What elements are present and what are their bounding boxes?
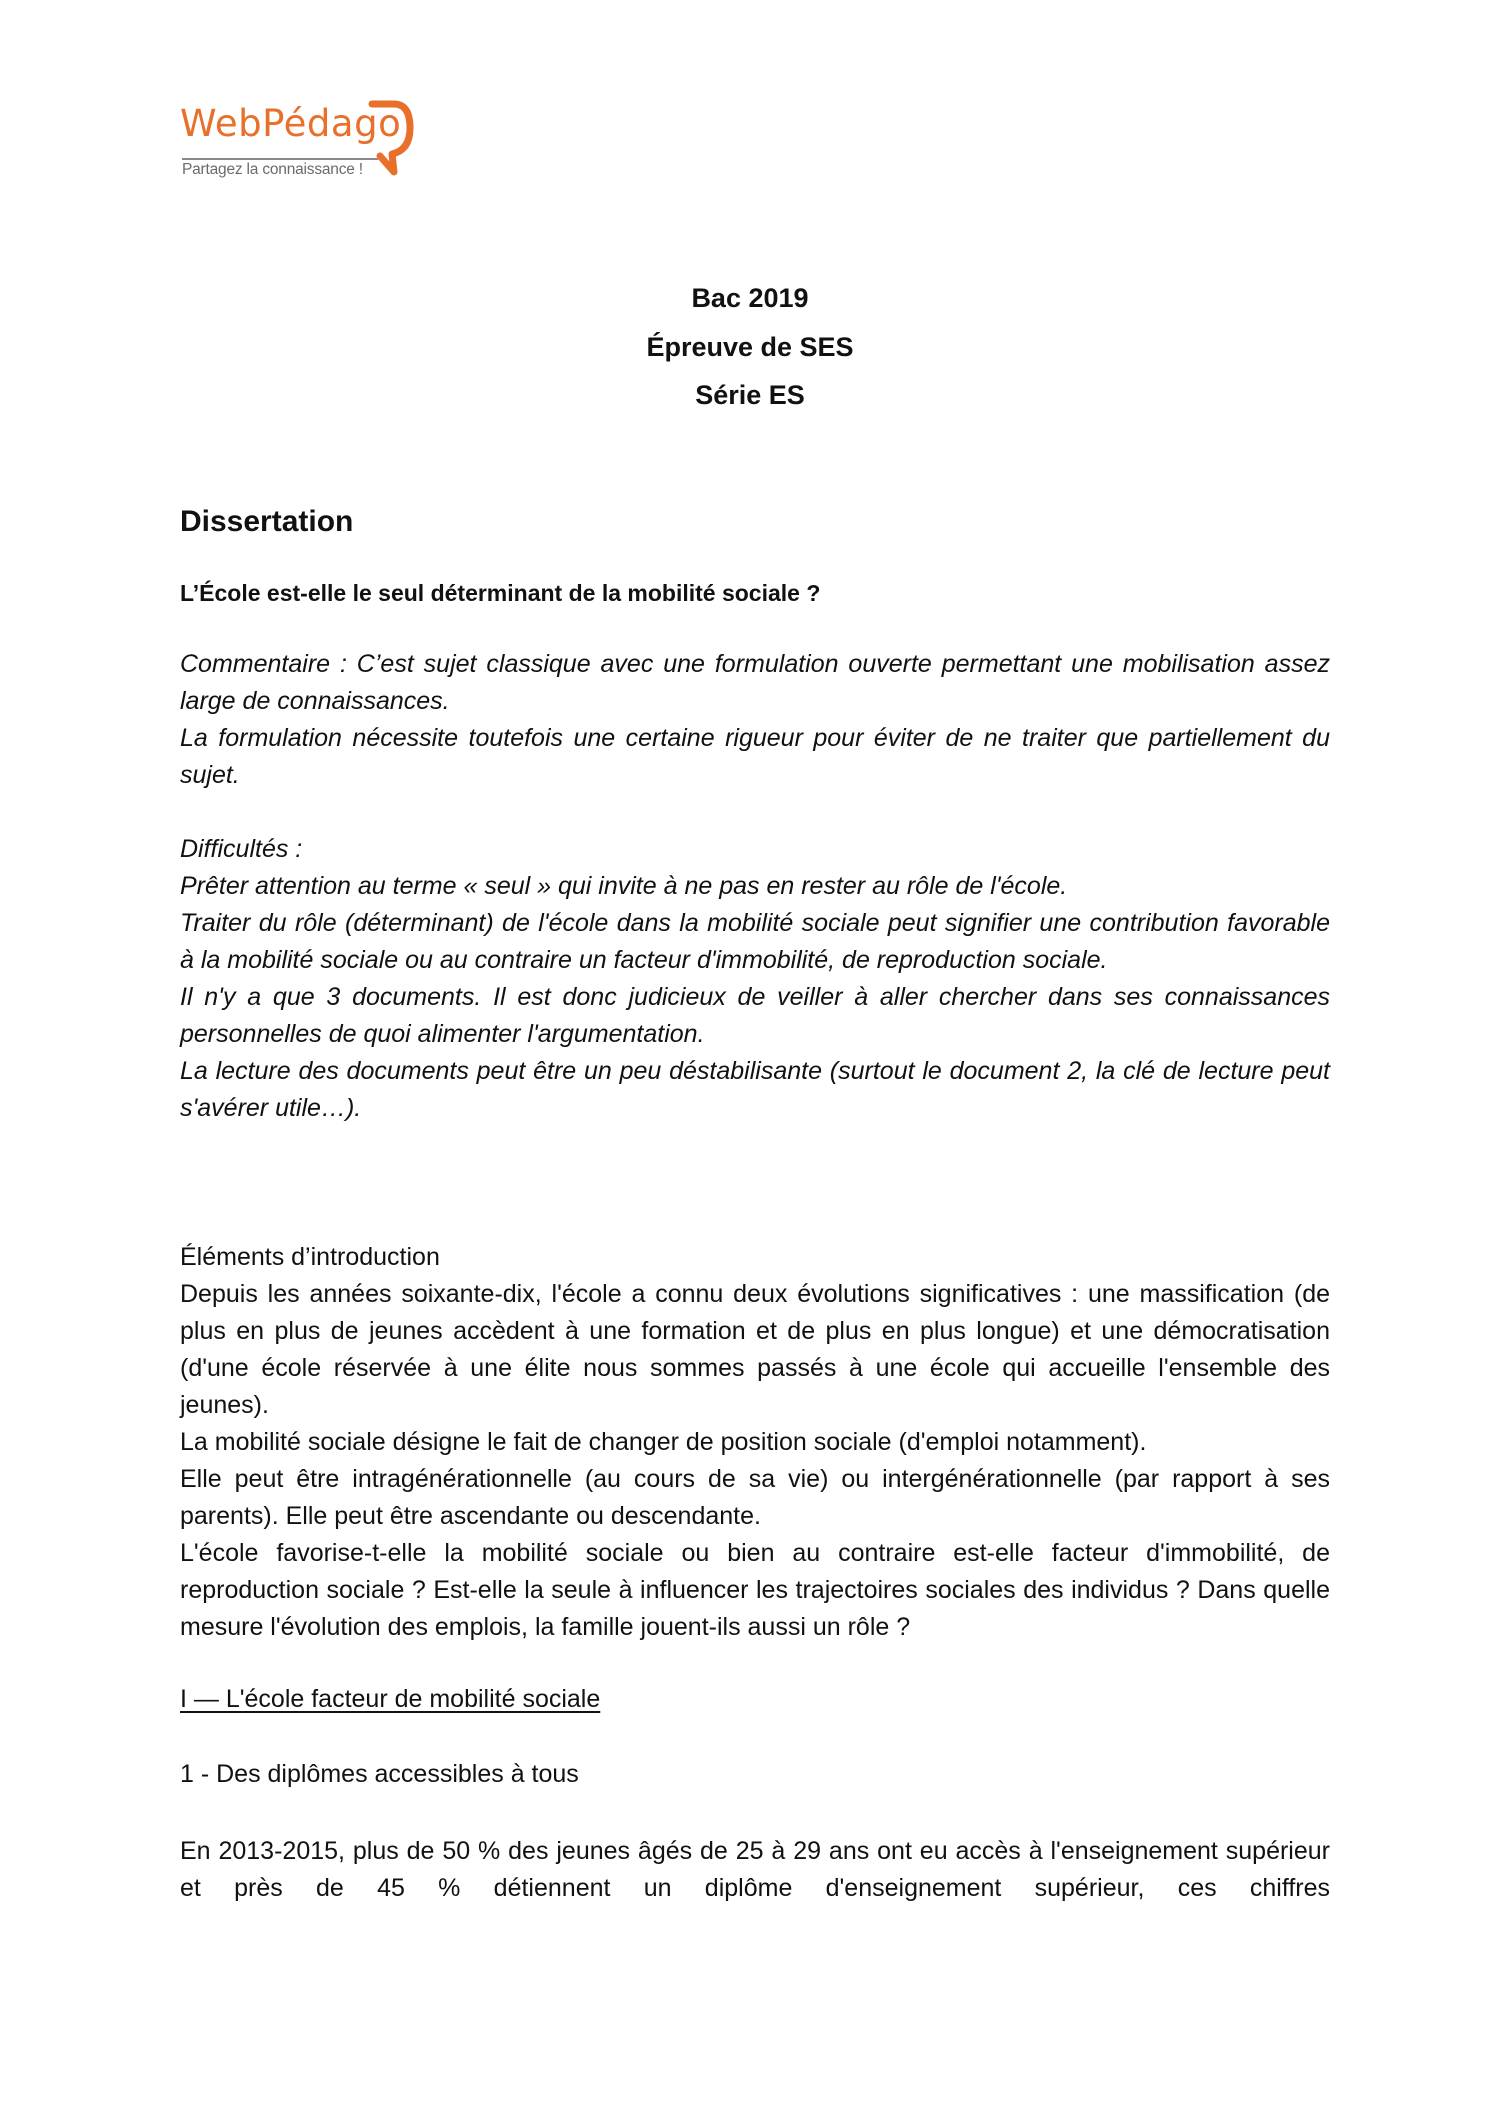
difficultes-paragraph: Prêter attention au terme « seul » qui invite à ne pas en rester au rôle de l'école. (180, 872, 1068, 900)
exam-subject: Épreuve de SES (646, 332, 854, 362)
difficultes-label: Difficultés : (180, 835, 303, 863)
introduction-paragraph: La mobilité sociale désigne le fait de changer de position sociale (d'emploi notamment). (180, 1428, 1147, 1456)
logo-divider (182, 158, 378, 160)
part-one-title: I — L'école facteur de mobilité sociale (180, 1685, 601, 1713)
introduction-paragraph: Elle peut être intragénérationnelle (au cours de sa vie) ou intergénérationnelle (par rapport à ses parents). Elle peut être ascendante ou descendante. (180, 1465, 1330, 1530)
dissertation-question: L’École est-elle le seul déterminant de la mobilité sociale ? (180, 580, 821, 606)
commentaire-paragraph: Commentaire : C’est sujet classique avec une formulation ouverte permettant une mobilisation assez large de connaissances. (180, 650, 1330, 715)
introduction-paragraph: L'école favorise-t-elle la mobilité sociale ou bien au contraire est-elle facteur d'immobilité, de reproduction sociale ? Est-elle la seule à influencer les trajectoires sociales des individus ? Dans quelle mesure l'évolution des emplois, la famille jouent-ils aussi un rôle ? (180, 1539, 1330, 1641)
part-one-body (180, 1833, 1330, 1907)
commentaire-block (180, 646, 1330, 794)
speech-bubble-icon (368, 98, 418, 188)
exam-series: Série ES (695, 380, 805, 410)
difficultes-paragraph: Il n'y a que 3 documents. Il est donc judicieux de veiller à aller chercher dans ses connaissances personnelles de quoi alimenter l'argumentation. (180, 983, 1330, 1048)
exam-year: Bac 2019 (691, 283, 809, 313)
commentaire-paragraph: La formulation nécessite toutefois une certaine rigueur pour éviter de ne traiter que partiellement du sujet. (180, 724, 1330, 789)
section-heading-dissertation: Dissertation (180, 505, 354, 538)
difficultes-paragraph: Traiter du rôle (déterminant) de l'école dans la mobilité sociale peut signifier une contribution favorable à la mobilité sociale ou au contraire un facteur d'immobilité, de reproduction sociale. (180, 909, 1330, 974)
logo-brand: WebPédago (180, 102, 402, 145)
webpedago-logo (180, 98, 420, 188)
logo-tagline: Partagez la connaissance ! (182, 161, 363, 178)
difficultes-block (180, 831, 1330, 1127)
introduction-label: Éléments d’introduction (180, 1243, 440, 1271)
part-one-paragraph: En 2013-2015, plus de 50 % des jeunes âgés de 25 à 29 ans ont eu accès à l'enseignement supérieur et près de 45 % détiennent un diplôme d'enseignement supérieur, ces chiffres (180, 1837, 1330, 1902)
difficultes-paragraph: La lecture des documents peut être un peu déstabilisante (surtout le document 2, la clé de lecture peut s'avérer utile…). (180, 1057, 1330, 1122)
introduction-block (180, 1239, 1330, 1646)
part-one-subtitle: 1 - Des diplômes accessibles à tous (180, 1760, 579, 1788)
introduction-paragraph: Depuis les années soixante-dix, l'école a connu deux évolutions significatives : une massification (de plus en plus de jeunes accèdent à une formation et de plus en plus longue) et une démocratisation (d'une école réservée à une élite nous sommes passés à une école qui accueille l'ensemble des jeunes). (180, 1280, 1330, 1419)
